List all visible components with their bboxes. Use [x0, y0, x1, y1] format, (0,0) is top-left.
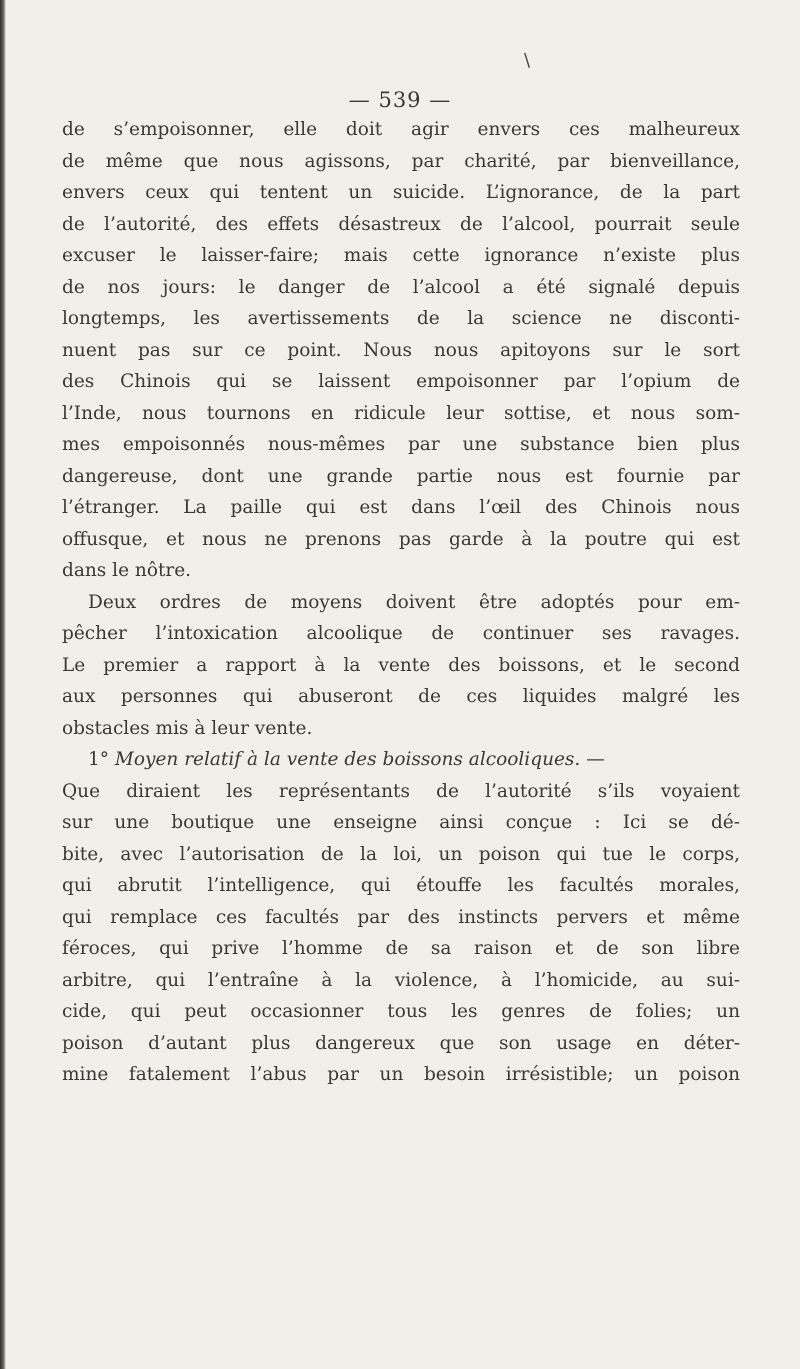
- text-line: l’étranger. La paille qui est dans l’œil des Chinois nous: [62, 497, 740, 518]
- text-line: de s’empoisonner, elle doit agir envers ces malheureux: [62, 119, 740, 140]
- text-line: qui abrutit l’intelligence, qui étouffe les facultés morales,: [62, 875, 740, 896]
- text-line: mes empoisonnés nous-mêmes par une substance bien plus: [62, 434, 740, 455]
- text-line: des Chinois qui se laissent empoisonner par l’opium de: [62, 371, 740, 392]
- section-heading: [62, 744, 740, 776]
- page-binding-edge: [0, 0, 6, 1369]
- page-corner-mark: \: [524, 50, 531, 71]
- text-line: nuent pas sur ce point. Nous nous apitoyons sur le sort: [62, 339, 740, 361]
- text-line: obstacles mis à leur vente.: [62, 717, 313, 739]
- page-number: — 539 —: [348, 88, 452, 112]
- text-line: sur une boutique une enseigne ainsi conçue : Ici se dé-: [62, 812, 740, 833]
- text-line: excuser le laisser-faire; mais cette ignorance n’existe plus: [62, 245, 740, 266]
- text-line: aux personnes qui abuseront de ces liquides malgré les: [62, 686, 740, 707]
- section-heading-dash: —: [586, 749, 605, 770]
- text-line: arbitre, qui l’entraîne à la violence, à l’homicide, au sui-: [62, 969, 740, 991]
- text-line: cide, qui peut occasionner tous les genres de folies; un: [62, 1001, 740, 1022]
- text-line: envers ceux qui tentent un suicide. L’ignorance, de la part: [62, 182, 740, 203]
- text-line: Que diraient les représentants de l’autorité s’ils voyaient: [62, 780, 740, 802]
- text-line: de l’autorité, des effets désastreux de l’alcool, pourrait seule: [62, 213, 740, 235]
- text-line: longtemps, les avertissements de la science ne disconti-: [62, 308, 740, 329]
- text-line: offusque, et nous ne prenons pas garde à la poutre qui est: [62, 528, 740, 550]
- text-line: l’Inde, nous tournons en ridicule leur sottise, et nous som-: [62, 402, 740, 424]
- text-line: dans le nôtre.: [62, 560, 192, 581]
- text-line: mine fatalement l’abus par un besoin irrésistible; un poison: [62, 1064, 740, 1085]
- body-text: [62, 114, 740, 1091]
- text-line: poison d’autant plus dangereux que son usage en déter-: [62, 1032, 740, 1054]
- text-line: bite, avec l’autorisation de la loi, un poison qui tue le corps,: [62, 843, 740, 865]
- section-heading-title: Moyen relatif à la vente des boissons alcooliques.: [114, 749, 581, 770]
- text-line: de même que nous agissons, par charité, par bienveillance,: [62, 150, 740, 172]
- text-line: Le premier a rapport à la vente des boissons, et le second: [62, 654, 740, 676]
- text-line: qui remplace ces facultés par des instincts pervers et même: [62, 906, 740, 928]
- text-line: de nos jours: le danger de l’alcool a été signalé depuis: [62, 276, 740, 298]
- text-line: pêcher l’intoxication alcoolique de continuer ses ravages.: [62, 623, 740, 644]
- text-line: féroces, qui prive l’homme de sa raison et de son libre: [62, 938, 740, 959]
- text-line: dangereuse, dont une grande partie nous est fournie par: [62, 465, 740, 487]
- section-heading-number: 1°: [88, 749, 110, 770]
- text-line: Deux ordres de moyens doivent être adoptés pour em-: [88, 591, 740, 613]
